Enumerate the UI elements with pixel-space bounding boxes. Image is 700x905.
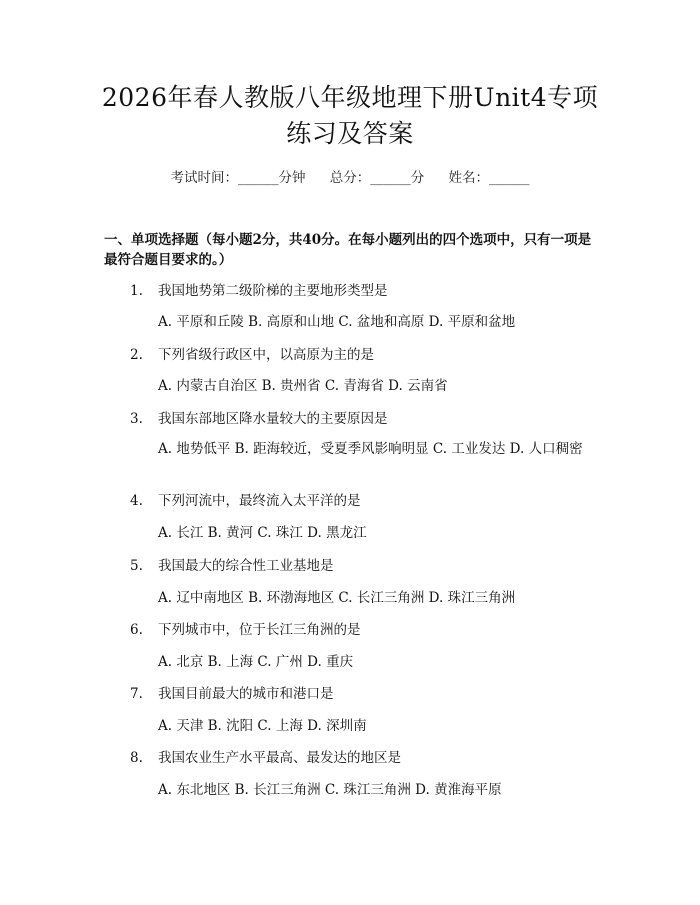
question-number: 3. bbox=[130, 411, 143, 427]
student-name-label: 姓名：______ bbox=[448, 170, 530, 186]
question-text: 我国最大的综合性工业基地是 bbox=[158, 558, 334, 574]
total-score-label: 总分：______分 bbox=[329, 170, 425, 186]
question-number: 5. bbox=[130, 558, 143, 574]
question-options: A. 北京 B. 上海 C. 广州 D. 重庆 bbox=[158, 654, 354, 670]
question-stem bbox=[130, 557, 334, 575]
question-stem bbox=[130, 492, 361, 510]
question-options: A. 天津 B. 沈阳 C. 上海 D. 深圳南 bbox=[158, 718, 367, 734]
question-stem bbox=[130, 410, 388, 428]
question-options-text: A. 地势低平 B. 距海较近，受夏季风影响明显 C. 工业发达 D. 人口稠密 bbox=[158, 441, 583, 457]
question-text: 下列城市中，位于长江三角洲的是 bbox=[158, 622, 361, 638]
question-options: A. 东北地区 B. 长江三角洲 C. 珠江三角洲 D. 黄淮海平原 bbox=[158, 782, 502, 798]
document-title-line2: 练习及答案 bbox=[286, 119, 414, 148]
question-number: 4. bbox=[130, 493, 143, 509]
question-options: A. 平原和丘陵 B. 高原和山地 C. 盆地和高原 D. 平原和盆地 bbox=[158, 314, 516, 330]
question-text: 下列省级行政区中，以高原为主的是 bbox=[158, 347, 374, 363]
exam-meta bbox=[0, 169, 700, 187]
question-text: 下列河流中，最终流入太平洋的是 bbox=[158, 493, 361, 509]
question-number: 7. bbox=[130, 686, 143, 702]
exam-time-label: 考试时间：______分钟 bbox=[170, 170, 306, 186]
question-stem bbox=[130, 749, 401, 767]
question-text: 我国农业生产水平最高、最发达的地区是 bbox=[158, 750, 401, 766]
question-options bbox=[104, 438, 600, 461]
question-stem bbox=[130, 346, 374, 364]
question-options: A. 内蒙古自治区 B. 贵州省 C. 青海省 D. 云南省 bbox=[158, 378, 448, 394]
question-stem bbox=[130, 685, 334, 703]
question-number: 8. bbox=[130, 750, 143, 766]
document-title-line1: 2026年春人教版八年级地理下册Unit4专项 bbox=[101, 83, 599, 112]
question-number: 6. bbox=[130, 622, 143, 638]
question-options: A. 长江 B. 黄河 C. 珠江 D. 黑龙江 bbox=[158, 525, 367, 541]
question-text: 我国目前最大的城市和港口是 bbox=[158, 686, 334, 702]
question-text: 我国东部地区降水量较大的主要原因是 bbox=[158, 411, 388, 427]
question-text: 我国地势第二级阶梯的主要地形类型是 bbox=[158, 283, 388, 299]
section-heading: 一、单项选择题（每小题2分，共40分。在每小题列出的四个选项中，只有一项是最符合题目要求的。） bbox=[104, 232, 592, 268]
question-stem bbox=[130, 282, 388, 300]
question-options: A. 辽中南地区 B. 环渤海地区 C. 长江三角洲 D. 珠江三角洲 bbox=[158, 590, 516, 606]
question-stem bbox=[130, 621, 361, 639]
question-number: 2. bbox=[130, 347, 143, 363]
question-number: 1. bbox=[130, 283, 143, 299]
